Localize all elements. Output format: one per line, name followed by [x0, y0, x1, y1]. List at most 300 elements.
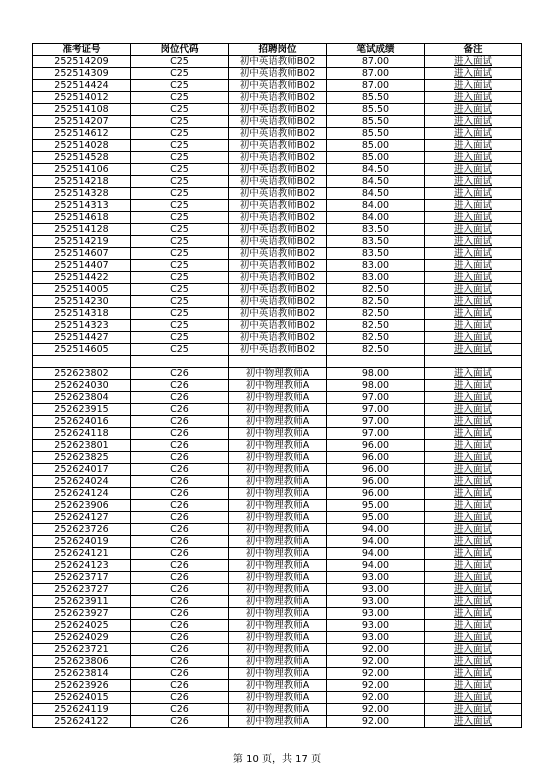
remark-cell: 进入面试 [425, 212, 522, 224]
post-code-cell: C26 [131, 560, 229, 572]
table-row [33, 68, 522, 80]
post-code-cell: C26 [131, 548, 229, 560]
table-row [33, 404, 522, 416]
score-cell: 82.50 [327, 296, 425, 308]
post-name-cell: 初中英语教师B02 [229, 296, 327, 308]
post-name-cell [229, 356, 327, 368]
remark-cell: 进入面试 [425, 224, 522, 236]
post-code-cell: C25 [131, 344, 229, 356]
post-code-cell: C25 [131, 224, 229, 236]
exam-id-cell: 252514618 [33, 212, 131, 224]
post-code-cell: C26 [131, 416, 229, 428]
post-name-cell: 初中英语教师B02 [229, 272, 327, 284]
table-row [33, 464, 522, 476]
exam-id-cell: 252514407 [33, 260, 131, 272]
score-cell: 92.00 [327, 716, 425, 728]
post-code-cell: C26 [131, 680, 229, 692]
post-code-cell: C26 [131, 596, 229, 608]
post-name-cell: 初中英语教师B02 [229, 260, 327, 272]
exam-id-cell: 252514108 [33, 104, 131, 116]
post-code-cell: C25 [131, 284, 229, 296]
page-footer: 第 10 页，共 17 页 [232, 754, 322, 765]
post-code-cell [131, 356, 229, 368]
table-row [33, 224, 522, 236]
exam-id-cell: 252624019 [33, 536, 131, 548]
exam-id-cell: 252624015 [33, 692, 131, 704]
remark-cell: 进入面试 [425, 656, 522, 668]
post-code-cell: C25 [131, 212, 229, 224]
table-row [33, 416, 522, 428]
post-code-cell: C26 [131, 620, 229, 632]
score-cell: 92.00 [327, 644, 425, 656]
exam-id-cell: 252514318 [33, 308, 131, 320]
exam-id-cell: 252623814 [33, 668, 131, 680]
exam-id-cell: 252514528 [33, 152, 131, 164]
score-cell: 85.50 [327, 104, 425, 116]
post-name-cell: 初中英语教师B02 [229, 224, 327, 236]
remark-cell: 进入面试 [425, 560, 522, 572]
post-code-cell: C25 [131, 68, 229, 80]
col-header-remark: 备注 [425, 44, 522, 56]
exam-id-cell: 252514128 [33, 224, 131, 236]
post-code-cell: C25 [131, 272, 229, 284]
post-code-cell: C26 [131, 452, 229, 464]
post-code-cell: C25 [131, 56, 229, 68]
post-code-cell: C25 [131, 128, 229, 140]
post-code-cell: C25 [131, 200, 229, 212]
post-name-cell: 初中英语教师B02 [229, 92, 327, 104]
exam-id-cell: 252623911 [33, 596, 131, 608]
remark-cell: 进入面试 [425, 548, 522, 560]
score-cell: 97.00 [327, 416, 425, 428]
exam-id-cell: 252623721 [33, 644, 131, 656]
exam-id-cell: 252514607 [33, 248, 131, 260]
post-code-cell: C25 [131, 104, 229, 116]
post-code-cell: C26 [131, 488, 229, 500]
post-name-cell: 初中英语教师B02 [229, 188, 327, 200]
table-row [33, 596, 522, 608]
remark-cell: 进入面试 [425, 668, 522, 680]
score-cell: 93.00 [327, 596, 425, 608]
post-name-cell: 初中物理教师A [229, 644, 327, 656]
score-cell: 83.50 [327, 236, 425, 248]
exam-id-cell: 252514219 [33, 236, 131, 248]
table-row [33, 668, 522, 680]
post-name-cell: 初中物理教师A [229, 584, 327, 596]
post-code-cell: C25 [131, 92, 229, 104]
post-name-cell: 初中物理教师A [229, 716, 327, 728]
remark-cell: 进入面试 [425, 716, 522, 728]
post-code-cell: C26 [131, 500, 229, 512]
remark-cell: 进入面试 [425, 524, 522, 536]
remark-cell: 进入面试 [425, 392, 522, 404]
remark-cell: 进入面试 [425, 536, 522, 548]
remark-cell: 进入面试 [425, 200, 522, 212]
post-name-cell: 初中英语教师B02 [229, 140, 327, 152]
remark-cell: 进入面试 [425, 404, 522, 416]
score-cell: 82.50 [327, 344, 425, 356]
table-row [33, 428, 522, 440]
post-code-cell: C26 [131, 392, 229, 404]
table-row [33, 716, 522, 728]
results-table [32, 43, 522, 728]
post-name-cell: 初中物理教师A [229, 500, 327, 512]
table-row [33, 608, 522, 620]
exam-id-cell: 252514427 [33, 332, 131, 344]
score-cell: 96.00 [327, 476, 425, 488]
table-row [33, 644, 522, 656]
post-name-cell: 初中英语教师B02 [229, 308, 327, 320]
table-body [33, 56, 522, 728]
remark-cell: 进入面试 [425, 68, 522, 80]
post-code-cell: C26 [131, 692, 229, 704]
remark-cell: 进入面试 [425, 692, 522, 704]
score-cell: 96.00 [327, 464, 425, 476]
post-name-cell: 初中物理教师A [229, 560, 327, 572]
table-row [33, 680, 522, 692]
score-cell: 92.00 [327, 668, 425, 680]
score-cell: 94.00 [327, 536, 425, 548]
post-code-cell: C25 [131, 332, 229, 344]
remark-cell: 进入面试 [425, 440, 522, 452]
score-cell: 92.00 [327, 656, 425, 668]
remark-cell: 进入面试 [425, 452, 522, 464]
score-cell: 96.00 [327, 440, 425, 452]
table-row [33, 656, 522, 668]
score-cell: 85.50 [327, 116, 425, 128]
post-name-cell: 初中英语教师B02 [229, 104, 327, 116]
table-row [33, 536, 522, 548]
post-name-cell: 初中英语教师B02 [229, 176, 327, 188]
post-name-cell: 初中物理教师A [229, 656, 327, 668]
score-cell: 82.50 [327, 308, 425, 320]
exam-id-cell: 252623717 [33, 572, 131, 584]
table-row [33, 488, 522, 500]
remark-cell [425, 356, 522, 368]
exam-id-cell: 252514313 [33, 200, 131, 212]
post-name-cell: 初中物理教师A [229, 452, 327, 464]
remark-cell: 进入面试 [425, 584, 522, 596]
score-cell: 85.00 [327, 152, 425, 164]
score-cell: 84.50 [327, 176, 425, 188]
post-name-cell: 初中物理教师A [229, 368, 327, 380]
remark-cell: 进入面试 [425, 500, 522, 512]
exam-id-cell: 252623927 [33, 608, 131, 620]
score-cell: 82.50 [327, 332, 425, 344]
table-row [33, 332, 522, 344]
remark-cell: 进入面试 [425, 140, 522, 152]
exam-id-cell: 252624029 [33, 632, 131, 644]
table-row [33, 584, 522, 596]
post-name-cell: 初中物理教师A [229, 464, 327, 476]
post-name-cell: 初中英语教师B02 [229, 56, 327, 68]
post-code-cell: C26 [131, 476, 229, 488]
remark-cell: 进入面试 [425, 308, 522, 320]
score-cell: 97.00 [327, 404, 425, 416]
post-code-cell: C25 [131, 320, 229, 332]
table-row [33, 368, 522, 380]
post-code-cell: C26 [131, 536, 229, 548]
exam-id-cell: 252624123 [33, 560, 131, 572]
remark-cell: 进入面试 [425, 164, 522, 176]
remark-cell: 进入面试 [425, 80, 522, 92]
post-name-cell: 初中英语教师B02 [229, 236, 327, 248]
score-cell: 97.00 [327, 392, 425, 404]
exam-id-cell: 252514012 [33, 92, 131, 104]
exam-id-cell: 252624119 [33, 704, 131, 716]
exam-id-cell: 252514207 [33, 116, 131, 128]
post-code-cell: C26 [131, 512, 229, 524]
table-row [33, 284, 522, 296]
exam-id-cell: 252624016 [33, 416, 131, 428]
post-name-cell: 初中物理教师A [229, 596, 327, 608]
score-cell: 82.50 [327, 284, 425, 296]
exam-id-cell: 252623906 [33, 500, 131, 512]
exam-id-cell: 252514005 [33, 284, 131, 296]
table-row [33, 200, 522, 212]
exam-id-cell: 252514612 [33, 128, 131, 140]
exam-id-cell: 252514106 [33, 164, 131, 176]
score-cell: 98.00 [327, 368, 425, 380]
post-code-cell: C25 [131, 164, 229, 176]
remark-cell: 进入面试 [425, 116, 522, 128]
post-name-cell: 初中英语教师B02 [229, 68, 327, 80]
post-name-cell: 初中物理教师A [229, 668, 327, 680]
post-name-cell: 初中物理教师A [229, 416, 327, 428]
table-row [33, 260, 522, 272]
table-row [33, 116, 522, 128]
col-header-post-code: 岗位代码 [131, 44, 229, 56]
score-cell: 85.50 [327, 128, 425, 140]
remark-cell: 进入面试 [425, 428, 522, 440]
remark-cell: 进入面试 [425, 260, 522, 272]
table-row [33, 704, 522, 716]
table-row [33, 176, 522, 188]
exam-id-cell: 252514323 [33, 320, 131, 332]
table-row [33, 296, 522, 308]
remark-cell: 进入面试 [425, 608, 522, 620]
post-name-cell: 初中物理教师A [229, 692, 327, 704]
remark-cell: 进入面试 [425, 512, 522, 524]
post-code-cell: C26 [131, 632, 229, 644]
post-name-cell: 初中英语教师B02 [229, 116, 327, 128]
exam-id-cell: 252514424 [33, 80, 131, 92]
score-cell: 92.00 [327, 680, 425, 692]
table-row [33, 620, 522, 632]
remark-cell: 进入面试 [425, 188, 522, 200]
post-code-cell: C26 [131, 572, 229, 584]
exam-id-cell: 252623926 [33, 680, 131, 692]
exam-id-cell: 252624017 [33, 464, 131, 476]
remark-cell: 进入面试 [425, 704, 522, 716]
post-code-cell: C25 [131, 236, 229, 248]
table-row [33, 56, 522, 68]
table-row [33, 92, 522, 104]
post-name-cell: 初中物理教师A [229, 620, 327, 632]
table-row [33, 440, 522, 452]
score-cell [327, 356, 425, 368]
table-row [33, 152, 522, 164]
remark-cell: 进入面试 [425, 680, 522, 692]
post-name-cell: 初中物理教师A [229, 680, 327, 692]
remark-cell: 进入面试 [425, 236, 522, 248]
score-cell: 93.00 [327, 572, 425, 584]
table-row [33, 500, 522, 512]
table-row [33, 188, 522, 200]
table-row [33, 128, 522, 140]
score-cell: 84.00 [327, 200, 425, 212]
remark-cell: 进入面试 [425, 104, 522, 116]
table-row [33, 212, 522, 224]
post-code-cell: C25 [131, 116, 229, 128]
score-cell: 87.00 [327, 56, 425, 68]
post-name-cell: 初中物理教师A [229, 404, 327, 416]
exam-id-cell: 252623801 [33, 440, 131, 452]
score-cell: 98.00 [327, 380, 425, 392]
score-cell: 96.00 [327, 488, 425, 500]
exam-id-cell: 252514218 [33, 176, 131, 188]
remark-cell: 进入面试 [425, 344, 522, 356]
post-code-cell: C26 [131, 404, 229, 416]
header-row [33, 44, 522, 56]
exam-id-cell: 252514230 [33, 296, 131, 308]
post-name-cell: 初中物理教师A [229, 428, 327, 440]
post-name-cell: 初中物理教师A [229, 524, 327, 536]
remark-cell: 进入面试 [425, 248, 522, 260]
exam-id-cell: 252623802 [33, 368, 131, 380]
exam-id-cell: 252514605 [33, 344, 131, 356]
post-name-cell: 初中物理教师A [229, 536, 327, 548]
score-cell: 97.00 [327, 428, 425, 440]
post-code-cell: C26 [131, 368, 229, 380]
table-row [33, 572, 522, 584]
post-name-cell: 初中物理教师A [229, 608, 327, 620]
post-code-cell: C25 [131, 176, 229, 188]
post-code-cell: C26 [131, 656, 229, 668]
post-code-cell: C26 [131, 524, 229, 536]
exam-id-cell: 252514422 [33, 272, 131, 284]
remark-cell: 进入面试 [425, 296, 522, 308]
remark-cell: 进入面试 [425, 620, 522, 632]
post-name-cell: 初中英语教师B02 [229, 248, 327, 260]
remark-cell: 进入面试 [425, 128, 522, 140]
post-name-cell: 初中物理教师A [229, 380, 327, 392]
remark-cell: 进入面试 [425, 644, 522, 656]
post-code-cell: C25 [131, 152, 229, 164]
post-name-cell: 初中物理教师A [229, 632, 327, 644]
table-row [33, 308, 522, 320]
post-name-cell: 初中物理教师A [229, 488, 327, 500]
score-cell: 84.00 [327, 212, 425, 224]
post-code-cell: C25 [131, 188, 229, 200]
post-code-cell: C25 [131, 260, 229, 272]
remark-cell: 进入面试 [425, 176, 522, 188]
remark-cell: 进入面试 [425, 284, 522, 296]
remark-cell: 进入面试 [425, 152, 522, 164]
post-name-cell: 初中英语教师B02 [229, 200, 327, 212]
exam-id-cell: 252623726 [33, 524, 131, 536]
table-row [33, 320, 522, 332]
exam-id-cell: 252514328 [33, 188, 131, 200]
exam-id-cell: 252624122 [33, 716, 131, 728]
post-name-cell: 初中英语教师B02 [229, 212, 327, 224]
score-cell: 85.00 [327, 140, 425, 152]
score-cell: 84.50 [327, 188, 425, 200]
post-name-cell: 初中物理教师A [229, 392, 327, 404]
remark-cell: 进入面试 [425, 632, 522, 644]
table-row [33, 392, 522, 404]
score-cell: 95.00 [327, 512, 425, 524]
table-row [33, 560, 522, 572]
score-cell: 87.00 [327, 80, 425, 92]
table-row [33, 452, 522, 464]
exam-id-cell: 252623825 [33, 452, 131, 464]
exam-id-cell: 252624030 [33, 380, 131, 392]
post-name-cell: 初中英语教师B02 [229, 80, 327, 92]
score-cell: 83.50 [327, 224, 425, 236]
score-cell: 96.00 [327, 452, 425, 464]
score-cell: 95.00 [327, 500, 425, 512]
remark-cell: 进入面试 [425, 92, 522, 104]
score-cell: 83.50 [327, 248, 425, 260]
exam-id-cell: 252624124 [33, 488, 131, 500]
post-name-cell: 初中物理教师A [229, 512, 327, 524]
remark-cell: 进入面试 [425, 596, 522, 608]
post-name-cell: 初中物理教师A [229, 440, 327, 452]
post-name-cell: 初中英语教师B02 [229, 128, 327, 140]
table-row [33, 272, 522, 284]
table-row [33, 524, 522, 536]
exam-id-cell: 252623727 [33, 584, 131, 596]
post-code-cell: C26 [131, 704, 229, 716]
table-row [33, 380, 522, 392]
post-code-cell: C26 [131, 668, 229, 680]
remark-cell: 进入面试 [425, 332, 522, 344]
score-cell: 94.00 [327, 560, 425, 572]
post-code-cell: C26 [131, 716, 229, 728]
col-header-post-name: 招聘岗位 [229, 44, 327, 56]
post-code-cell: C25 [131, 248, 229, 260]
score-cell: 82.50 [327, 320, 425, 332]
remark-cell: 进入面试 [425, 56, 522, 68]
score-cell: 85.50 [327, 92, 425, 104]
exam-id-cell: 252623806 [33, 656, 131, 668]
table-row [33, 236, 522, 248]
table-row [33, 356, 522, 368]
score-cell: 84.50 [327, 164, 425, 176]
score-cell: 93.00 [327, 608, 425, 620]
score-cell: 92.00 [327, 704, 425, 716]
exam-id-cell: 252624127 [33, 512, 131, 524]
table-row [33, 632, 522, 644]
table-row [33, 692, 522, 704]
table-row [33, 512, 522, 524]
score-cell: 92.00 [327, 692, 425, 704]
score-cell: 83.00 [327, 272, 425, 284]
exam-id-cell: 252514309 [33, 68, 131, 80]
remark-cell: 进入面试 [425, 380, 522, 392]
col-header-score: 笔试成绩 [327, 44, 425, 56]
post-name-cell: 初中英语教师B02 [229, 164, 327, 176]
remark-cell: 进入面试 [425, 572, 522, 584]
remark-cell: 进入面试 [425, 416, 522, 428]
post-code-cell: C26 [131, 464, 229, 476]
col-header-exam-id: 准考证号 [33, 44, 131, 56]
post-code-cell: C25 [131, 140, 229, 152]
remark-cell: 进入面试 [425, 464, 522, 476]
table-row [33, 80, 522, 92]
remark-cell: 进入面试 [425, 476, 522, 488]
